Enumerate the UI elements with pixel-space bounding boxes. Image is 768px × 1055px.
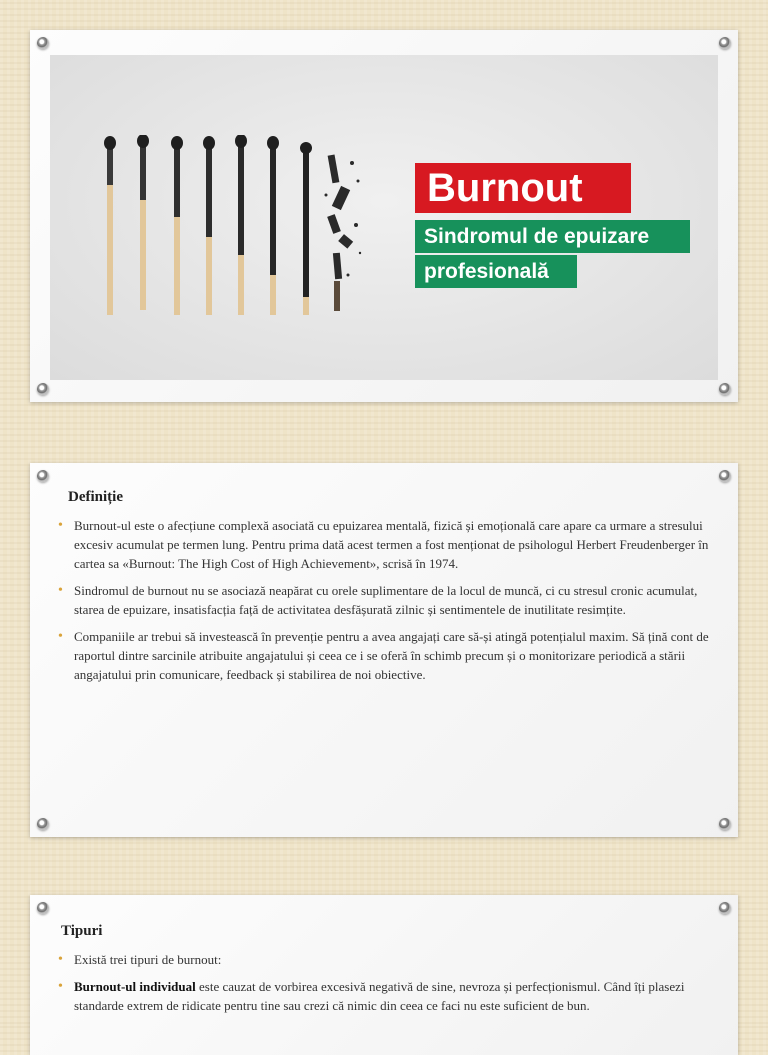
pin-icon xyxy=(37,383,49,395)
match-7 xyxy=(300,142,312,315)
subtitle-line-2: profesională xyxy=(415,255,577,288)
pin-icon xyxy=(37,818,49,830)
bullet-item: • Burnout-ul este o afecțiune complexă asociată cu epuizarea mentală, fizică și emoțională care apare ca urmare a stresului excesiv acumulat pe termen lung. Pentru prima dată acest termen a fost menționat de psihologul Herbert Freudenberger în cartea sa «Burnout: The High Cost of High Achievement», scrisă în 1974. xyxy=(56,516,722,573)
ash-match xyxy=(325,155,362,311)
slide-title-banner xyxy=(30,30,738,402)
match-4 xyxy=(203,136,215,315)
pin-icon xyxy=(37,470,49,482)
burnout-banner-image xyxy=(50,55,718,380)
bullet-text: este cauzat de vorbirea excesivă negativă de sine, nevroza și perfecționismul. Când îți plasezi standarde extrem de ridicate pentru tine sau crezi că nimic din ceea ce faci nu este suficient de bun. xyxy=(74,979,685,1013)
definition-bullet-list xyxy=(56,516,722,692)
bullet-bold-term: Burnout-ul individual xyxy=(74,979,196,994)
slide-types xyxy=(30,895,738,1055)
slide-definition xyxy=(30,463,738,837)
definition-title: Definiție xyxy=(68,489,123,505)
match-2 xyxy=(137,135,149,310)
pin-icon xyxy=(719,818,731,830)
pin-icon xyxy=(719,383,731,395)
pin-icon xyxy=(719,470,731,482)
pin-icon xyxy=(37,37,49,49)
subtitle-line-1: Sindromul de epuizare xyxy=(415,220,690,253)
burnt-matches-illustration xyxy=(90,135,370,335)
match-6 xyxy=(267,136,279,315)
match-1 xyxy=(104,136,116,315)
types-bullet-list xyxy=(56,950,722,1023)
burnout-title: Burnout xyxy=(415,163,631,213)
bullet-item: • Sindromul de burnout nu se asociază neapărat cu orele suplimentare de la locul de muncă, ci cu stresul cronic acumulat, starea de epuizare, insatisfacția față de activitatea desfășurată zilnic și sentimentele de inutilitate resimțite. xyxy=(56,581,722,619)
types-title: Tipuri xyxy=(61,923,103,939)
match-3 xyxy=(171,136,183,315)
bullet-item: • Există trei tipuri de burnout: xyxy=(56,950,722,969)
bullet-item: • Companiile ar trebui să investească în prevenție pentru a avea angajați care să-și atingă potențialul maxim. Să țină cont de raportul dintre sarcinile atribuite angajatului și ceea ce i se oferă în schimb precum și o monitorizare periodică a stării angajatului prin comunicare, feedback și stabilirea de noi obiective. xyxy=(56,627,722,684)
bullet-item xyxy=(56,977,722,1015)
pin-icon xyxy=(719,902,731,914)
match-5 xyxy=(235,135,247,315)
pin-icon xyxy=(37,902,49,914)
pin-icon xyxy=(719,37,731,49)
